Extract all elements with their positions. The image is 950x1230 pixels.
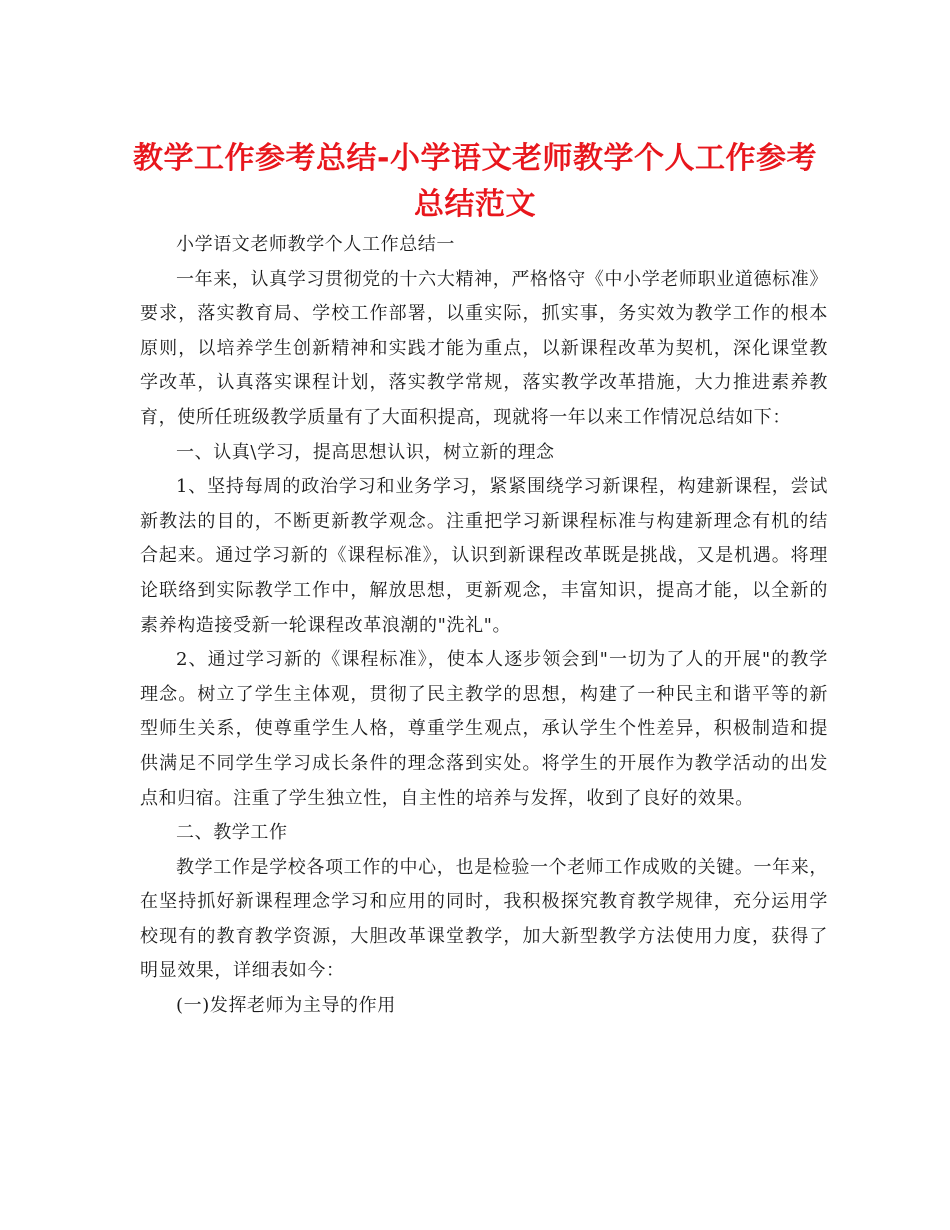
document-body xyxy=(140,228,828,1024)
paragraph: 1、坚持每周的政治学习和业务学习，紧紧围绕学习新课程，构建新课程，尝试新教法的目的，不断更新教学观念。注重把学习新课程标准与构建新理念有机的结合起来。通过学习新的《课程标准》，认识到新课程改革既是挑战，又是机遇。将理论联络到实际教学工作中，解放思想，更新观念，丰富知识，提高才能，以全新的素养构造接受新一轮课程改革浪潮的"洗礼"。 xyxy=(140,476,828,636)
section-heading: 二、教学工作 xyxy=(176,822,288,844)
subsection-heading: (一)发挥老师为主导的作用 xyxy=(176,995,396,1017)
section-heading: 小学语文老师教学个人工作总结一 xyxy=(176,234,455,255)
paragraph: 一年来，认真学习贯彻党的十六大精神，严格恪守《中小学老师职业道德标准》要求，落实教育局、学校工作部署，以重实际，抓实事，务实效为教学工作的根本原则，以培养学生创新精神和实践才能为重点，以新课程改革为契机，深化课堂教学改革，认真落实课程计划，落实教学常规，落实教学改革措施，大力推进素养教育，使所任班级教学质量有了大面积提高，现就将一年以来工作情况总结如下： xyxy=(140,268,828,428)
paragraph: 教学工作是学校各项工作的中心，也是检验一个老师工作成败的关键。一年来，在坚持抓好新课程理念学习和应用的同时，我积极探究教育教学规律，充分运用学校现有的教育教学资源，大胆改革课堂教学，加大新型教学方法使用力度，获得了明显效果，详细表如今： xyxy=(140,856,828,982)
paragraph: 2、通过学习新的《课程标准》，使本人逐步领会到"一切为了人的开展"的教学理念。树立了学生主体观，贯彻了民主教学的思想，构建了一种民主和谐平等的新型师生关系，使尊重学生人格，尊重学生观点，承认学生个性差异，积极制造和提供满足不同学生学习成长条件的理念落到实处。将学生的开展作为教学活动的出发点和归宿。注重了学生独立性，自主性的培养与发挥，收到了良好的效果。 xyxy=(140,649,828,809)
document-title: 教学工作参考总结-小学语文老师教学个人工作参考总结范文 xyxy=(133,141,817,222)
section-heading: 一、认真\学习，提高思想认识，树立新的理念 xyxy=(176,441,555,463)
